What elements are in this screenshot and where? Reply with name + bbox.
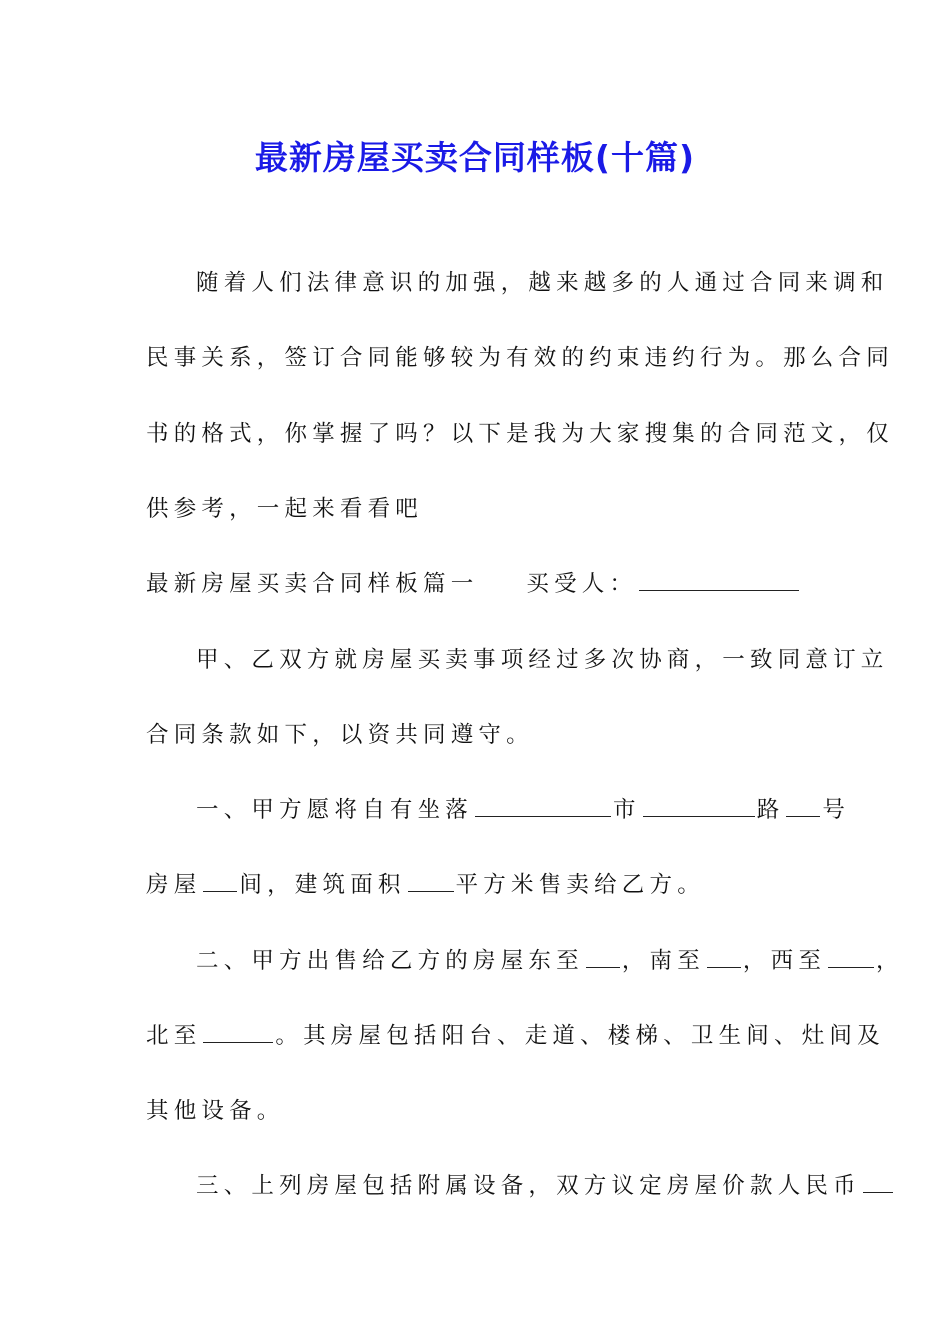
north-label: 北至 <box>146 1023 202 1049</box>
clause3-line-1 <box>196 1171 895 1201</box>
clause2-line-3: 其他设备。 <box>146 1098 285 1124</box>
west-label: ，西至 <box>742 948 827 974</box>
comma: ， <box>876 948 904 974</box>
section-heading: 最新房屋买卖合同样板篇一 <box>146 571 479 597</box>
clause1-line-2 <box>146 870 705 900</box>
buyer-blank <box>639 570 799 591</box>
south-blank <box>707 947 741 968</box>
rooms-label: 房屋 <box>146 872 202 898</box>
para1-line-2: 合同条款如下，以资共同遵守。 <box>146 722 534 748</box>
clause1-lead: 一、甲方愿将自有坐落 <box>196 797 474 823</box>
intro-line-1: 随着人们法律意识的加强，越来越多的人通过合同来调和 <box>196 270 889 296</box>
area-label: 间，建筑面积 <box>239 872 406 898</box>
east-blank <box>586 947 620 968</box>
number-label: 号 <box>822 797 851 823</box>
city-blank <box>643 796 755 817</box>
clause2-line-1 <box>196 946 904 976</box>
section-heading-line <box>146 569 801 599</box>
road-blank <box>786 796 820 817</box>
buyer-label: 买受人： <box>526 571 638 597</box>
rooms-blank <box>203 871 237 892</box>
road-label: 路 <box>756 797 785 823</box>
intro-line-3: 书的格式，你掌握了吗？以下是我为大家搜集的合同范文，仅 <box>146 421 894 447</box>
clause1-line-1 <box>196 795 850 825</box>
north-blank <box>203 1022 273 1043</box>
west-blank <box>828 947 874 968</box>
clause2-line-2 <box>146 1021 885 1051</box>
city-label: 市 <box>613 797 641 823</box>
intro-line-4: 供参考，一起来看看吧 <box>146 496 424 522</box>
clause2-rest: 。其房屋包括阳台、走道、楼梯、卫生间、灶间及 <box>275 1023 885 1049</box>
south-label: ，南至 <box>621 948 705 974</box>
intro-line-2: 民事关系，签订合同能够较为有效的约束违约行为。那么合同 <box>146 345 894 371</box>
location-blank <box>475 796 611 817</box>
para1-line-1: 甲、乙双方就房屋买卖事项经过多次协商，一致同意订立 <box>196 647 889 673</box>
area-blank <box>408 871 454 892</box>
area-suffix: 平方米售卖给乙方。 <box>455 872 705 898</box>
clause3-lead: 三、上列房屋包括附属设备，双方议定房屋价款人民币 <box>196 1173 861 1199</box>
document-title: 最新房屋买卖合同样板(十篇) <box>254 138 696 177</box>
price-blank <box>863 1172 893 1193</box>
clause2-lead: 二、甲方出售给乙方的房屋东至 <box>196 948 584 974</box>
